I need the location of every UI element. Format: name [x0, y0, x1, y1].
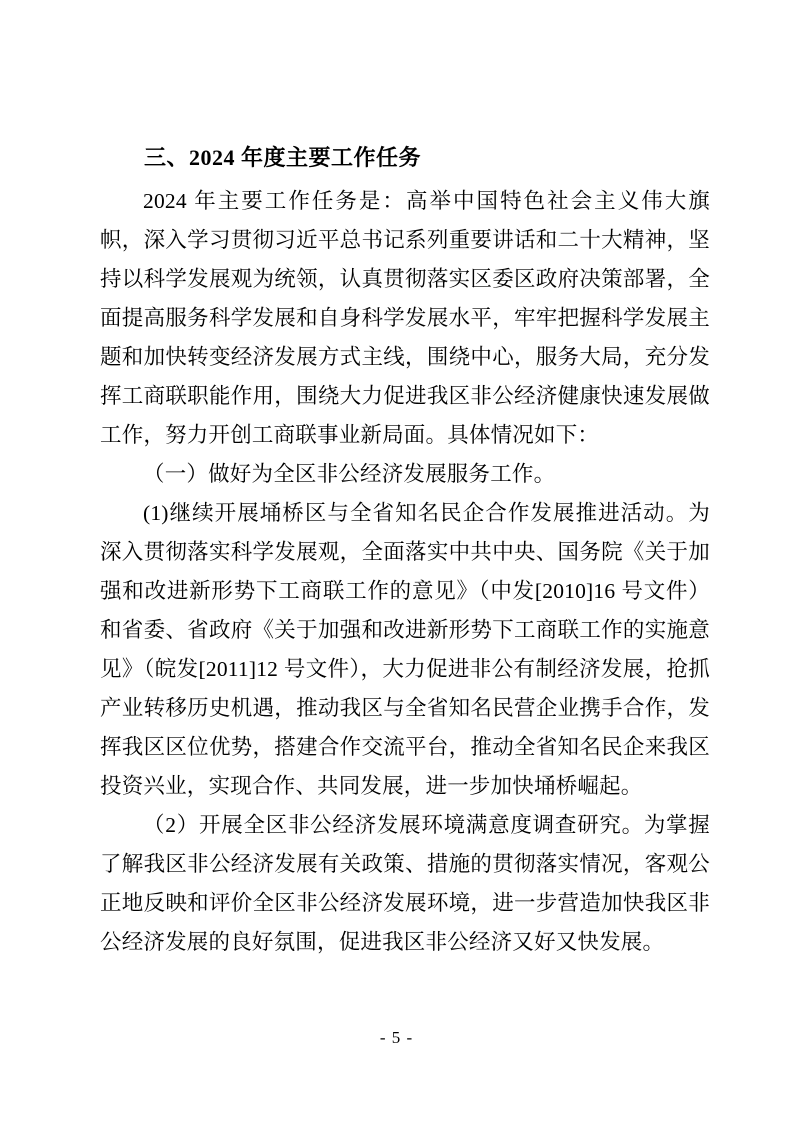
paragraph-item-1: (1)继续开展埇桥区与全省知名民企合作发展推进活动。为深入贯彻落实科学发展观，全面落实中共中央、国务院《关于加强和改进新形势下工商联工作的意见》（中发[2010]16 号文件）和省委、省政府《关于加强和改进新形势下工商联工作的实施意见》（皖发[2011]12 号文件），大力促进非公有制经济发展，抢抓产业转移历史机遇，推动我区与全省知名民营企业携手合作，发挥我区区位优势，搭建合作交流平台，推动全省知名民企来我区投资兴业，实现合作、共同发展，进一步加快埇桥崛起。 — [100, 501, 710, 798]
paragraph-item-2: （2）开展全区非公经济发展环境满意度调查研究。为掌握了解我区非公经济发展有关政策、措施的贯彻落实情况，客观公正地反映和评价全区非公经济发展环境，进一步营造加快我区非公经济发展的良好氛围，促进我区非公经济又好又快发展。 — [100, 813, 710, 954]
paragraph-main-tasks: 2024 年主要工作任务是：高举中国特色社会主义伟大旗帜，深入学习贯彻习近平总书记系列重要讲话和二十大精神，坚持以科学发展观为统领，认真贯彻落实区委区政府决策部署，全面提高服务科学发展和自身科学发展水平，牢牢把握科学发展主题和加快转变经济发展方式主线，围绕中心，服务大局，充分发挥工商联职能作用，围绕大力促进我区非公经济健康快速发展做工作，努力开创工商联事业新局面。具体情况如下： — [100, 189, 710, 447]
paragraph-subheading-one: （一）做好为全区非公经济发展服务工作。 — [143, 462, 556, 486]
page-number: - 5 - — [379, 1028, 414, 1047]
document-body — [100, 138, 710, 962]
section-heading: 三、2024 年度主要工作任务 — [144, 145, 422, 170]
